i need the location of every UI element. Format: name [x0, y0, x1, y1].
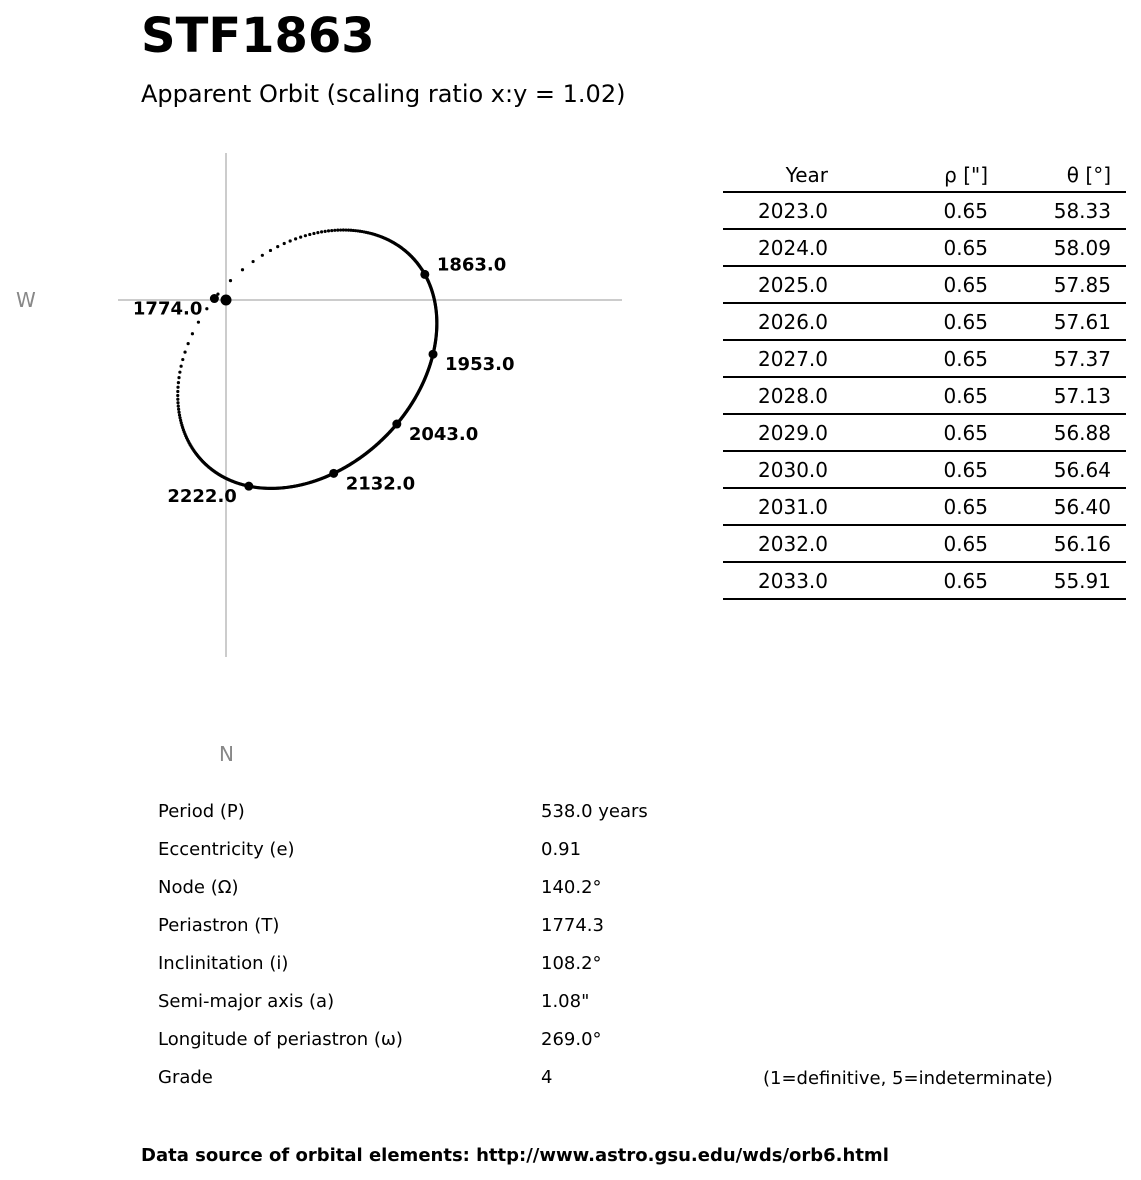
- ephemeris-header-row: [723, 158, 1126, 192]
- rho-cell: 0.65: [843, 266, 1003, 303]
- orbit-point: [283, 242, 286, 245]
- orbit-point: [176, 401, 179, 404]
- chart-subtitle: Apparent Orbit (scaling ratio x:y = 1.02): [141, 80, 626, 108]
- orbit-point: [330, 229, 333, 232]
- orbit-point: [316, 231, 319, 234]
- table-row: [723, 192, 1126, 229]
- orbit-point: [183, 351, 186, 354]
- theta-cell: 58.09: [1003, 229, 1126, 266]
- epoch-label: 2222.0: [167, 486, 237, 508]
- orbit-point: [294, 237, 297, 240]
- orbit-point: [176, 386, 179, 389]
- theta-cell: 55.91: [1003, 562, 1126, 599]
- year-cell: 2031.0: [723, 488, 843, 525]
- orbit-point: [229, 279, 232, 282]
- theta-cell: 56.16: [1003, 525, 1126, 562]
- epoch-label: 1863.0: [436, 254, 507, 276]
- column-header-year: Year: [723, 158, 843, 192]
- orbit-point: [178, 413, 181, 416]
- element-value: 538.0 years: [541, 801, 648, 822]
- orbit-point: [177, 381, 180, 384]
- theta-cell: 57.85: [1003, 266, 1126, 303]
- rho-cell: 0.65: [843, 377, 1003, 414]
- epoch-marker: [392, 420, 401, 429]
- compass-north: N: [219, 742, 234, 766]
- year-cell: 2033.0: [723, 562, 843, 599]
- column-header-theta: θ [°]: [1003, 158, 1126, 192]
- rho-cell: 0.65: [843, 229, 1003, 266]
- element-name: Node (Ω): [158, 877, 239, 898]
- rho-cell: 0.65: [843, 562, 1003, 599]
- rho-cell: 0.65: [843, 303, 1003, 340]
- orbit-point: [327, 229, 330, 232]
- rho-cell: 0.65: [843, 451, 1003, 488]
- rho-cell: 0.65: [843, 488, 1003, 525]
- year-cell: 2025.0: [723, 266, 843, 303]
- element-name: Period (P): [158, 801, 245, 822]
- orbit-point: [177, 376, 180, 379]
- orbit-point: [191, 332, 194, 335]
- year-cell: 2024.0: [723, 229, 843, 266]
- orbit-point: [178, 371, 181, 374]
- year-cell: 2028.0: [723, 377, 843, 414]
- element-name: Grade: [158, 1067, 213, 1088]
- year-cell: 2032.0: [723, 525, 843, 562]
- orbit-point: [177, 405, 180, 408]
- orbit-point: [241, 268, 244, 271]
- table-row: [723, 562, 1126, 599]
- compass-west: W: [16, 288, 36, 312]
- table-row: [723, 451, 1126, 488]
- epoch-marker: [244, 482, 253, 491]
- element-name: Inclinitation (i): [158, 953, 289, 974]
- orbit-point: [324, 230, 327, 233]
- epoch-marker: [420, 270, 429, 279]
- element-value: 0.91: [541, 839, 582, 860]
- orbit-point: [312, 232, 315, 235]
- orbit-point: [177, 408, 180, 411]
- orbit-point: [176, 394, 179, 397]
- theta-cell: 57.13: [1003, 377, 1126, 414]
- orbit-point: [320, 230, 323, 233]
- orbit-point: [177, 411, 180, 414]
- theta-cell: 57.37: [1003, 340, 1126, 377]
- column-header-rho: ρ ["]: [843, 158, 1003, 192]
- epoch-label: 1774.0: [132, 298, 203, 320]
- orbit-point: [333, 229, 336, 232]
- epoch-markers: [133, 254, 515, 507]
- year-cell: 2026.0: [723, 303, 843, 340]
- element-value: 269.0°: [541, 1029, 602, 1050]
- element-value: 108.2°: [541, 953, 602, 974]
- orbit-plot: [0, 140, 700, 780]
- ephemeris-table: [723, 158, 1126, 600]
- epoch-marker: [210, 294, 219, 303]
- orbit-point: [308, 233, 311, 236]
- element-name: Periastron (T): [158, 915, 280, 936]
- page-title: STF1863: [141, 8, 375, 64]
- orbit-point: [289, 239, 292, 242]
- orbit-points: [176, 228, 438, 490]
- orbit-point: [299, 236, 302, 239]
- year-cell: 2030.0: [723, 451, 843, 488]
- element-value: 1774.3: [541, 915, 604, 936]
- epoch-label: 2043.0: [408, 424, 479, 446]
- table-row: [723, 229, 1126, 266]
- epoch-label: 2132.0: [345, 473, 416, 495]
- orbit-point: [178, 416, 181, 419]
- rho-cell: 0.65: [843, 525, 1003, 562]
- table-row: [723, 266, 1126, 303]
- orbit-point: [336, 229, 339, 232]
- element-value: 140.2°: [541, 877, 602, 898]
- orbit-point: [176, 390, 179, 393]
- orbit-point: [339, 228, 342, 231]
- orbit-point: [197, 321, 200, 324]
- element-name: Longitude of periastron (ω): [158, 1029, 403, 1050]
- rho-cell: 0.65: [843, 414, 1003, 451]
- year-cell: 2023.0: [723, 192, 843, 229]
- element-name: Semi-major axis (a): [158, 991, 335, 1012]
- rho-cell: 0.65: [843, 192, 1003, 229]
- theta-cell: 58.33: [1003, 192, 1126, 229]
- plot-axes: [118, 153, 622, 657]
- orbit-point: [205, 307, 208, 310]
- orbit-point: [176, 398, 179, 401]
- table-row: [723, 414, 1126, 451]
- table-row: [723, 377, 1126, 414]
- orbit-point: [181, 358, 184, 361]
- table-row: [723, 525, 1126, 562]
- element-value: 1.08": [541, 991, 590, 1012]
- grade-note: (1=definitive, 5=indeterminate): [763, 1068, 1053, 1089]
- orbit-point: [261, 254, 264, 257]
- table-row: [723, 340, 1126, 377]
- primary-star-marker: [221, 295, 232, 306]
- orbit-point: [276, 245, 279, 248]
- table-row: [723, 488, 1126, 525]
- theta-cell: 56.64: [1003, 451, 1126, 488]
- theta-cell: 56.40: [1003, 488, 1126, 525]
- epoch-marker: [429, 350, 438, 359]
- theta-cell: 56.88: [1003, 414, 1126, 451]
- year-cell: 2029.0: [723, 414, 843, 451]
- epoch-marker: [329, 469, 338, 478]
- theta-cell: 57.61: [1003, 303, 1126, 340]
- orbit-point: [252, 260, 255, 263]
- epoch-label: 1953.0: [445, 354, 515, 376]
- data-source-footer: Data source of orbital elements: http://www.astro.gsu.edu/wds/orb6.html: [141, 1145, 889, 1166]
- orbit-point: [269, 249, 272, 252]
- table-row: [723, 303, 1126, 340]
- rho-cell: 0.65: [843, 340, 1003, 377]
- element-name: Eccentricity (e): [158, 839, 295, 860]
- orbit-point: [180, 365, 183, 368]
- orbit-point: [304, 234, 307, 237]
- year-cell: 2027.0: [723, 340, 843, 377]
- element-value: 4: [541, 1067, 553, 1088]
- orbit-point: [187, 342, 190, 345]
